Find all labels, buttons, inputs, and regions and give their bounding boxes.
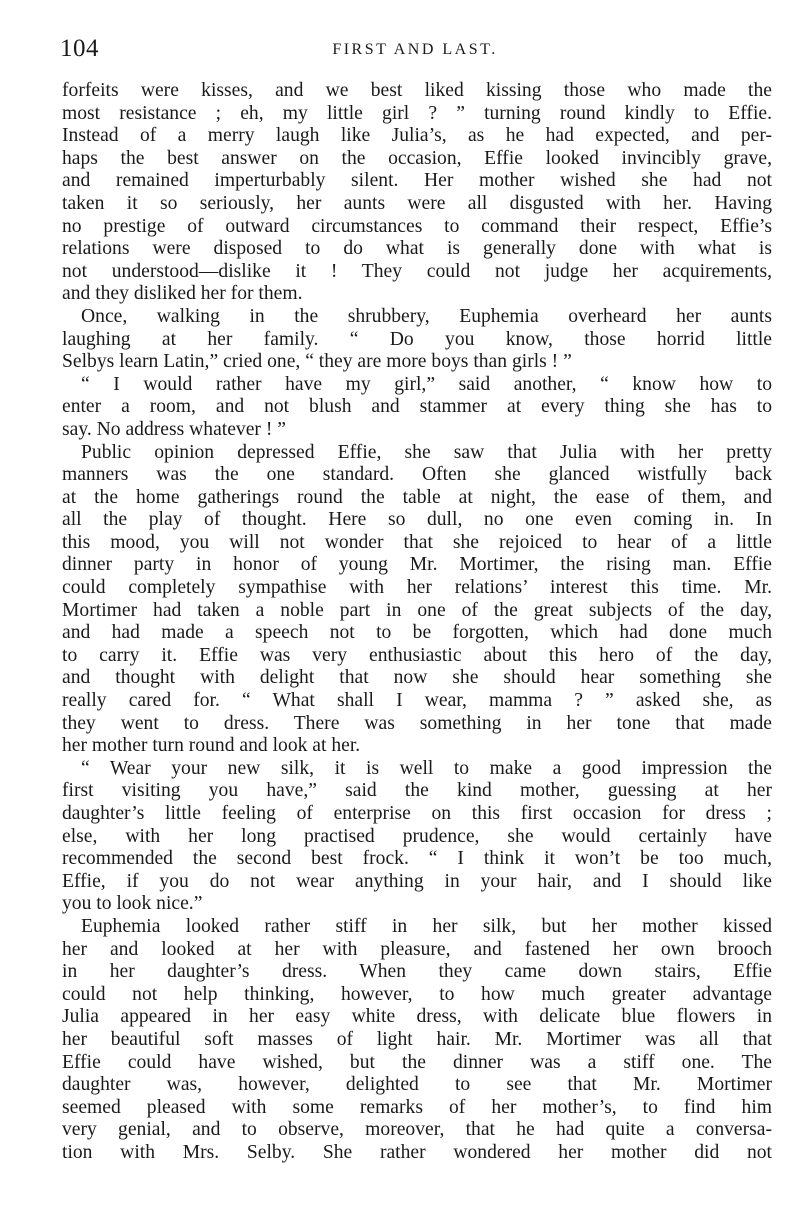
text-line: else, with her long practised prudence, she would certainly have — [62, 825, 772, 847]
text-line: Once, walking in the shrubbery, Euphemia overheard her aunts — [81, 305, 772, 327]
text-line: to carry it. Effie was very enthusiastic about this hero of the day, — [62, 644, 772, 666]
running-title: FIRST AND LAST. — [332, 41, 498, 58]
text-line: her mother turn round and look at her. — [62, 735, 361, 757]
text-line: daughter’s little feeling of enterprise on this first occasion for dress ; — [62, 803, 772, 824]
text-line: manners was the one standard. Often she glanced wistfully back — [62, 464, 772, 486]
text-line: Selbys learn Latin,” cried one, “ they are more boys than girls ! ” — [62, 351, 572, 373]
text-line: Euphemia looked rather stiff in her silk, but her mother kissed — [81, 915, 772, 937]
text-line: “ Wear your new silk, it is well to make a good impression the — [81, 757, 772, 779]
text-line: first visiting you have,” said the kind mother, guessing at her — [62, 780, 772, 802]
text-line: Julia appeared in her easy white dress, with delicate blue flowers in — [62, 1006, 772, 1028]
text-line: really cared for. “ What shall I wear, mamma ? ” asked she, as — [62, 690, 772, 712]
text-line: could completely sympathise with her relations’ interest this time. Mr. — [62, 577, 772, 599]
text-line: this mood, you will not wonder that she rejoiced to hear of a little — [62, 531, 772, 553]
text-line: in her daughter’s dress. When they came down stairs, Effie — [62, 961, 772, 983]
text-line: recommended the second best frock. “ I think it won’t be too much, — [62, 848, 772, 870]
text-line: haps the best answer on the occasion, Effie looked invincibly grave, — [62, 147, 772, 169]
text-line: Instead of a merry laugh like Julia’s, as he had expected, and per- — [62, 125, 772, 147]
text-line: and had made a speech not to be forgotten, which had done much — [62, 622, 772, 644]
body-text — [57, 80, 772, 1165]
text-line: and thought with delight that now she should hear something she — [62, 667, 772, 689]
page-number: 104 — [60, 35, 99, 62]
text-line: they went to dress. There was something in her tone that made — [62, 712, 772, 734]
text-line: relations were disposed to do what is generally done with what is — [62, 238, 772, 260]
page-header — [60, 35, 770, 67]
text-line: and remained imperturbably silent. Her mother wished she had not — [62, 170, 772, 192]
text-line: most resistance ; eh, my little girl ? ” turning round kindly to Effie. — [62, 102, 772, 124]
text-line: her and looked at her with pleasure, and fastened her own brooch — [62, 938, 772, 960]
text-line: Public opinion depressed Effie, she saw that Julia with her pretty — [81, 441, 772, 463]
text-line: taken it so seriously, her aunts were all disgusted with her. Having — [62, 192, 772, 214]
text-line: forfeits were kisses, and we best liked kissing those who made the — [62, 80, 772, 101]
text-line: very genial, and to observe, moreover, that he had quite a conversa- — [62, 1119, 772, 1141]
text-line: dinner party in honor of young Mr. Mortimer, the rising man. Effie — [62, 554, 772, 576]
text-line: Mortimer had taken a noble part in one of the great subjects of the day, — [62, 599, 772, 621]
text-line: could not help thinking, however, to how much greater advantage — [62, 983, 772, 1005]
text-line: laughing at her family. “ Do you know, those horrid little — [62, 328, 772, 350]
text-line: enter a room, and not blush and stammer at every thing she has to — [62, 396, 772, 418]
text-line: no prestige of outward circumstances to command their respect, Effie’s — [62, 215, 772, 237]
text-line: daughter was, however, delighted to see that Mr. Mortimer — [62, 1074, 772, 1096]
text-line: say. No address whatever ! ” — [62, 418, 286, 440]
text-line: Effie could have wished, but the dinner was a stiff one. The — [62, 1051, 772, 1073]
text-line: at the home gatherings round the table at night, the ease of them, and — [62, 486, 772, 508]
text-line: all the play of thought. Here so dull, no one even coming in. In — [62, 509, 772, 531]
text-line: “ I would rather have my girl,” said another, “ know how to — [81, 373, 772, 395]
text-line: you to look nice.” — [62, 893, 203, 915]
text-line: tion with Mrs. Selby. She rather wondered her mother did not — [62, 1141, 772, 1163]
text-line: and they disliked her for them. — [62, 283, 303, 305]
text-line: not understood—dislike it ! They could not judge her acquirements, — [62, 260, 772, 282]
text-line: her beautiful soft masses of light hair. Mr. Mortimer was all that — [62, 1028, 772, 1050]
text-line: Effie, if you do not wear anything in your hair, and I should like — [62, 870, 772, 892]
text-line: seemed pleased with some remarks of her mother’s, to find him — [62, 1096, 772, 1118]
